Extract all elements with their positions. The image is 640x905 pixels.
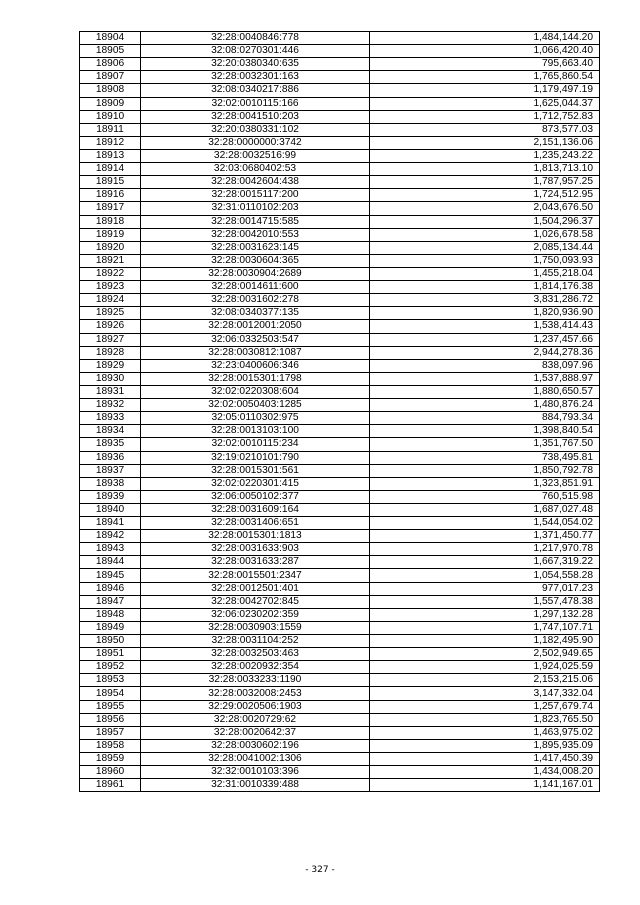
cadastral-number-cell: 32:19:0210101:790 <box>141 451 370 464</box>
cadastral-number-cell: 32:08:0340217:886 <box>141 84 370 97</box>
table-row <box>80 281 600 294</box>
table-row <box>80 202 600 215</box>
cadastral-number-cell: 32:28:0030904:2689 <box>141 267 370 280</box>
cadastral-value-cell: 1,880,650.57 <box>370 385 600 398</box>
row-number-cell: 18907 <box>80 71 141 84</box>
cadastral-number-cell: 32:02:0050403:1285 <box>141 399 370 412</box>
row-number-cell: 18924 <box>80 294 141 307</box>
cadastral-number-cell: 32:28:0030604:365 <box>141 254 370 267</box>
cadastral-value-cell: 1,537,888.97 <box>370 372 600 385</box>
table-row <box>80 543 600 556</box>
cadastral-number-cell: 32:28:0020642:37 <box>141 726 370 739</box>
table-row <box>80 739 600 752</box>
cadastral-value-cell: 1,237,457.66 <box>370 333 600 346</box>
table-row <box>80 228 600 241</box>
row-number-cell: 18956 <box>80 713 141 726</box>
cadastral-number-cell: 32:08:0340377:135 <box>141 307 370 320</box>
row-number-cell: 18917 <box>80 202 141 215</box>
cadastral-value-table <box>79 31 600 792</box>
cadastral-value-cell: 1,544,054.02 <box>370 517 600 530</box>
cadastral-number-cell: 32:28:0030602:196 <box>141 739 370 752</box>
cadastral-value-cell: 1,398,840.54 <box>370 425 600 438</box>
cadastral-value-cell: 873,577.03 <box>370 123 600 136</box>
cadastral-number-cell: 32:28:0042604:438 <box>141 176 370 189</box>
table-row <box>80 254 600 267</box>
cadastral-value-cell: 1,463,975.02 <box>370 726 600 739</box>
cadastral-number-cell: 32:03:0680402:53 <box>141 163 370 176</box>
cadastral-value-cell: 884,793.34 <box>370 412 600 425</box>
cadastral-value-cell: 1,724,512.95 <box>370 189 600 202</box>
row-number-cell: 18932 <box>80 399 141 412</box>
cadastral-number-cell: 32:02:0010115:234 <box>141 438 370 451</box>
row-number-cell: 18906 <box>80 58 141 71</box>
table-row <box>80 635 600 648</box>
cadastral-value-cell: 977,017.23 <box>370 582 600 595</box>
cadastral-value-cell: 1,557,478.38 <box>370 595 600 608</box>
table-row <box>80 241 600 254</box>
page-number: - 327 - <box>305 865 335 875</box>
row-number-cell: 18928 <box>80 346 141 359</box>
table-row <box>80 412 600 425</box>
row-number-cell: 18942 <box>80 530 141 543</box>
table-row <box>80 582 600 595</box>
cadastral-number-cell: 32:02:0220308:604 <box>141 385 370 398</box>
row-number-cell: 18944 <box>80 556 141 569</box>
row-number-cell: 18915 <box>80 176 141 189</box>
table-row <box>80 163 600 176</box>
cadastral-value-cell: 1,484,144.20 <box>370 32 600 45</box>
table-row <box>80 661 600 674</box>
row-number-cell: 18921 <box>80 254 141 267</box>
cadastral-value-cell: 1,850,792.78 <box>370 464 600 477</box>
row-number-cell: 18939 <box>80 490 141 503</box>
table-row <box>80 215 600 228</box>
cadastral-value-cell: 1,141,167.01 <box>370 779 600 792</box>
cadastral-value-cell: 1,217,970.78 <box>370 543 600 556</box>
cadastral-number-cell: 32:28:0041002:1306 <box>141 753 370 766</box>
row-number-cell: 18927 <box>80 333 141 346</box>
cadastral-number-cell: 32:20:0380331:102 <box>141 123 370 136</box>
cadastral-number-cell: 32:06:0230202:359 <box>141 608 370 621</box>
cadastral-value-cell: 1,787,957.25 <box>370 176 600 189</box>
row-number-cell: 18941 <box>80 517 141 530</box>
row-number-cell: 18960 <box>80 766 141 779</box>
cadastral-number-cell: 32:31:0010339:488 <box>141 779 370 792</box>
row-number-cell: 18910 <box>80 110 141 123</box>
cadastral-number-cell: 32:28:0031633:903 <box>141 543 370 556</box>
table-row <box>80 713 600 726</box>
cadastral-number-cell: 32:28:0014715:585 <box>141 215 370 228</box>
row-number-cell: 18918 <box>80 215 141 228</box>
table-row <box>80 425 600 438</box>
table-row <box>80 779 600 792</box>
cadastral-number-cell: 32:28:0014611:600 <box>141 281 370 294</box>
row-number-cell: 18954 <box>80 687 141 700</box>
cadastral-value-cell: 838,097.96 <box>370 359 600 372</box>
cadastral-number-cell: 32:28:0000000:3742 <box>141 136 370 149</box>
cadastral-value-cell: 1,750,093.93 <box>370 254 600 267</box>
table-row <box>80 189 600 202</box>
cadastral-value-cell: 1,066,420.40 <box>370 45 600 58</box>
row-number-cell: 18938 <box>80 477 141 490</box>
table-row <box>80 700 600 713</box>
row-number-cell: 18909 <box>80 97 141 110</box>
table-row <box>80 766 600 779</box>
cadastral-number-cell: 32:28:0015301:1813 <box>141 530 370 543</box>
cadastral-number-cell: 32:28:0033233:1190 <box>141 674 370 687</box>
table-row <box>80 359 600 372</box>
cadastral-number-cell: 32:28:0032516:99 <box>141 149 370 162</box>
cadastral-value-cell: 1,820,936.90 <box>370 307 600 320</box>
table-row <box>80 621 600 634</box>
cadastral-number-cell: 32:28:0041510:203 <box>141 110 370 123</box>
row-number-cell: 18926 <box>80 320 141 333</box>
table-row <box>80 176 600 189</box>
row-number-cell: 18912 <box>80 136 141 149</box>
cadastral-value-cell: 3,147,332.04 <box>370 687 600 700</box>
cadastral-value-cell: 1,480,876.24 <box>370 399 600 412</box>
cadastral-value-cell: 1,351,767.50 <box>370 438 600 451</box>
cadastral-value-cell: 760,515.98 <box>370 490 600 503</box>
table-row <box>80 451 600 464</box>
row-number-cell: 18916 <box>80 189 141 202</box>
row-number-cell: 18948 <box>80 608 141 621</box>
cadastral-value-cell: 2,502,949.65 <box>370 648 600 661</box>
cadastral-number-cell: 32:05:0110302:975 <box>141 412 370 425</box>
cadastral-number-cell: 32:28:0042702:845 <box>141 595 370 608</box>
row-number-cell: 18943 <box>80 543 141 556</box>
table-row <box>80 490 600 503</box>
row-number-cell: 18937 <box>80 464 141 477</box>
cadastral-number-cell: 32:20:0380340:635 <box>141 58 370 71</box>
row-number-cell: 18930 <box>80 372 141 385</box>
row-number-cell: 18959 <box>80 753 141 766</box>
row-number-cell: 18908 <box>80 84 141 97</box>
row-number-cell: 18934 <box>80 425 141 438</box>
cadastral-number-cell: 32:06:0050102:377 <box>141 490 370 503</box>
row-number-cell: 18961 <box>80 779 141 792</box>
table-row <box>80 123 600 136</box>
cadastral-value-cell: 1,054,558.28 <box>370 569 600 582</box>
cadastral-number-cell: 32:28:0031633:287 <box>141 556 370 569</box>
row-number-cell: 18913 <box>80 149 141 162</box>
row-number-cell: 18933 <box>80 412 141 425</box>
row-number-cell: 18935 <box>80 438 141 451</box>
cadastral-value-cell: 738,495.81 <box>370 451 600 464</box>
cadastral-number-cell: 32:02:0220301:415 <box>141 477 370 490</box>
cadastral-value-cell: 1,504,296.37 <box>370 215 600 228</box>
table-row <box>80 556 600 569</box>
table-row <box>80 58 600 71</box>
table-row <box>80 294 600 307</box>
cadastral-number-cell: 32:23:0400606:346 <box>141 359 370 372</box>
cadastral-number-cell: 32:28:0031406:651 <box>141 517 370 530</box>
table-row <box>80 464 600 477</box>
cadastral-value-cell: 1,814,176.38 <box>370 281 600 294</box>
table-row <box>80 569 600 582</box>
cadastral-value-cell: 2,043,676.50 <box>370 202 600 215</box>
table-row <box>80 110 600 123</box>
table-row <box>80 608 600 621</box>
row-number-cell: 18925 <box>80 307 141 320</box>
cadastral-value-cell: 1,625,044.37 <box>370 97 600 110</box>
cadastral-number-cell: 32:28:0032503:463 <box>141 648 370 661</box>
table-row <box>80 45 600 58</box>
cadastral-number-cell: 32:28:0032008:2453 <box>141 687 370 700</box>
table-row <box>80 648 600 661</box>
cadastral-value-cell: 2,153,215.06 <box>370 674 600 687</box>
cadastral-value-cell: 1,712,752.83 <box>370 110 600 123</box>
cadastral-number-cell: 32:08:0270301:446 <box>141 45 370 58</box>
cadastral-number-cell: 32:28:0015117:200 <box>141 189 370 202</box>
cadastral-number-cell: 32:28:0015301:1798 <box>141 372 370 385</box>
cadastral-value-cell: 1,747,107.71 <box>370 621 600 634</box>
table-row <box>80 346 600 359</box>
row-number-cell: 18905 <box>80 45 141 58</box>
cadastral-number-cell: 32:28:0030812:1087 <box>141 346 370 359</box>
table-row <box>80 530 600 543</box>
table-body <box>80 32 600 792</box>
row-number-cell: 18911 <box>80 123 141 136</box>
cadastral-value-cell: 1,434,008.20 <box>370 766 600 779</box>
cadastral-value-cell: 1,323,851.91 <box>370 477 600 490</box>
table-row <box>80 97 600 110</box>
cadastral-number-cell: 32:28:0042010:553 <box>141 228 370 241</box>
cadastral-value-cell: 1,924,025.59 <box>370 661 600 674</box>
cadastral-number-cell: 32:28:0015501:2347 <box>141 569 370 582</box>
cadastral-number-cell: 32:28:0015301:561 <box>141 464 370 477</box>
cadastral-number-cell: 32:28:0031602:278 <box>141 294 370 307</box>
cadastral-number-cell: 32:28:0030903:1559 <box>141 621 370 634</box>
cadastral-number-cell: 32:28:0031623:145 <box>141 241 370 254</box>
cadastral-value-cell: 1,235,243.22 <box>370 149 600 162</box>
row-number-cell: 18940 <box>80 503 141 516</box>
cadastral-number-cell: 32:28:0031609:164 <box>141 503 370 516</box>
row-number-cell: 18951 <box>80 648 141 661</box>
table-row <box>80 595 600 608</box>
cadastral-value-cell: 1,257,679.74 <box>370 700 600 713</box>
cadastral-value-cell: 1,813,713.10 <box>370 163 600 176</box>
table-row <box>80 136 600 149</box>
table-row <box>80 687 600 700</box>
cadastral-number-cell: 32:28:0031104:252 <box>141 635 370 648</box>
cadastral-value-cell: 1,895,935.09 <box>370 739 600 752</box>
cadastral-value-cell: 1,297,132.28 <box>370 608 600 621</box>
table-row <box>80 71 600 84</box>
table-row <box>80 385 600 398</box>
row-number-cell: 18929 <box>80 359 141 372</box>
row-number-cell: 18914 <box>80 163 141 176</box>
table-row <box>80 726 600 739</box>
cadastral-number-cell: 32:06:0332503:547 <box>141 333 370 346</box>
cadastral-value-cell: 2,944,278.36 <box>370 346 600 359</box>
cadastral-number-cell: 32:28:0012001:2050 <box>141 320 370 333</box>
table-row <box>80 372 600 385</box>
table-row <box>80 307 600 320</box>
row-number-cell: 18947 <box>80 595 141 608</box>
row-number-cell: 18936 <box>80 451 141 464</box>
row-number-cell: 18957 <box>80 726 141 739</box>
table-row <box>80 320 600 333</box>
row-number-cell: 18950 <box>80 635 141 648</box>
cadastral-value-cell: 795,663.40 <box>370 58 600 71</box>
row-number-cell: 18920 <box>80 241 141 254</box>
cadastral-number-cell: 32:28:0040846:778 <box>141 32 370 45</box>
row-number-cell: 18919 <box>80 228 141 241</box>
table-row <box>80 84 600 97</box>
cadastral-number-cell: 32:32:0010103:396 <box>141 766 370 779</box>
row-number-cell: 18953 <box>80 674 141 687</box>
cadastral-value-cell: 2,085,134.44 <box>370 241 600 254</box>
cadastral-value-cell: 1,538,414.43 <box>370 320 600 333</box>
row-number-cell: 18949 <box>80 621 141 634</box>
cadastral-value-cell: 2,151,136.06 <box>370 136 600 149</box>
row-number-cell: 18945 <box>80 569 141 582</box>
row-number-cell: 18922 <box>80 267 141 280</box>
table-row <box>80 333 600 346</box>
cadastral-number-cell: 32:28:0020729:62 <box>141 713 370 726</box>
cadastral-value-cell: 1,687,027.48 <box>370 503 600 516</box>
cadastral-number-cell: 32:28:0012501:401 <box>141 582 370 595</box>
row-number-cell: 18958 <box>80 739 141 752</box>
cadastral-value-cell: 1,417,450.39 <box>370 753 600 766</box>
row-number-cell: 18952 <box>80 661 141 674</box>
row-number-cell: 18923 <box>80 281 141 294</box>
cadastral-value-cell: 1,026,678.58 <box>370 228 600 241</box>
table-row <box>80 438 600 451</box>
cadastral-value-cell: 1,455,218.04 <box>370 267 600 280</box>
cadastral-number-cell: 32:28:0013103:100 <box>141 425 370 438</box>
table-row <box>80 149 600 162</box>
cadastral-value-cell: 1,765,860.54 <box>370 71 600 84</box>
cadastral-value-cell: 1,823,765.50 <box>370 713 600 726</box>
cadastral-value-cell: 1,371,450.77 <box>370 530 600 543</box>
row-number-cell: 18955 <box>80 700 141 713</box>
table-row <box>80 399 600 412</box>
table-row <box>80 267 600 280</box>
cadastral-number-cell: 32:02:0010115:166 <box>141 97 370 110</box>
cadastral-number-cell: 32:28:0032301:163 <box>141 71 370 84</box>
table-row <box>80 503 600 516</box>
cadastral-value-cell: 1,667,319.22 <box>370 556 600 569</box>
table-row <box>80 32 600 45</box>
cadastral-value-cell: 3,831,286.72 <box>370 294 600 307</box>
cadastral-number-cell: 32:28:0020932:354 <box>141 661 370 674</box>
row-number-cell: 18904 <box>80 32 141 45</box>
cadastral-value-cell: 1,179,497.19 <box>370 84 600 97</box>
table-row <box>80 477 600 490</box>
row-number-cell: 18931 <box>80 385 141 398</box>
cadastral-value-cell: 1,182,495.90 <box>370 635 600 648</box>
row-number-cell: 18946 <box>80 582 141 595</box>
table-row <box>80 753 600 766</box>
table-row <box>80 517 600 530</box>
cadastral-number-cell: 32:29:0020506:1903 <box>141 700 370 713</box>
table-row <box>80 674 600 687</box>
cadastral-number-cell: 32:31:0110102:203 <box>141 202 370 215</box>
